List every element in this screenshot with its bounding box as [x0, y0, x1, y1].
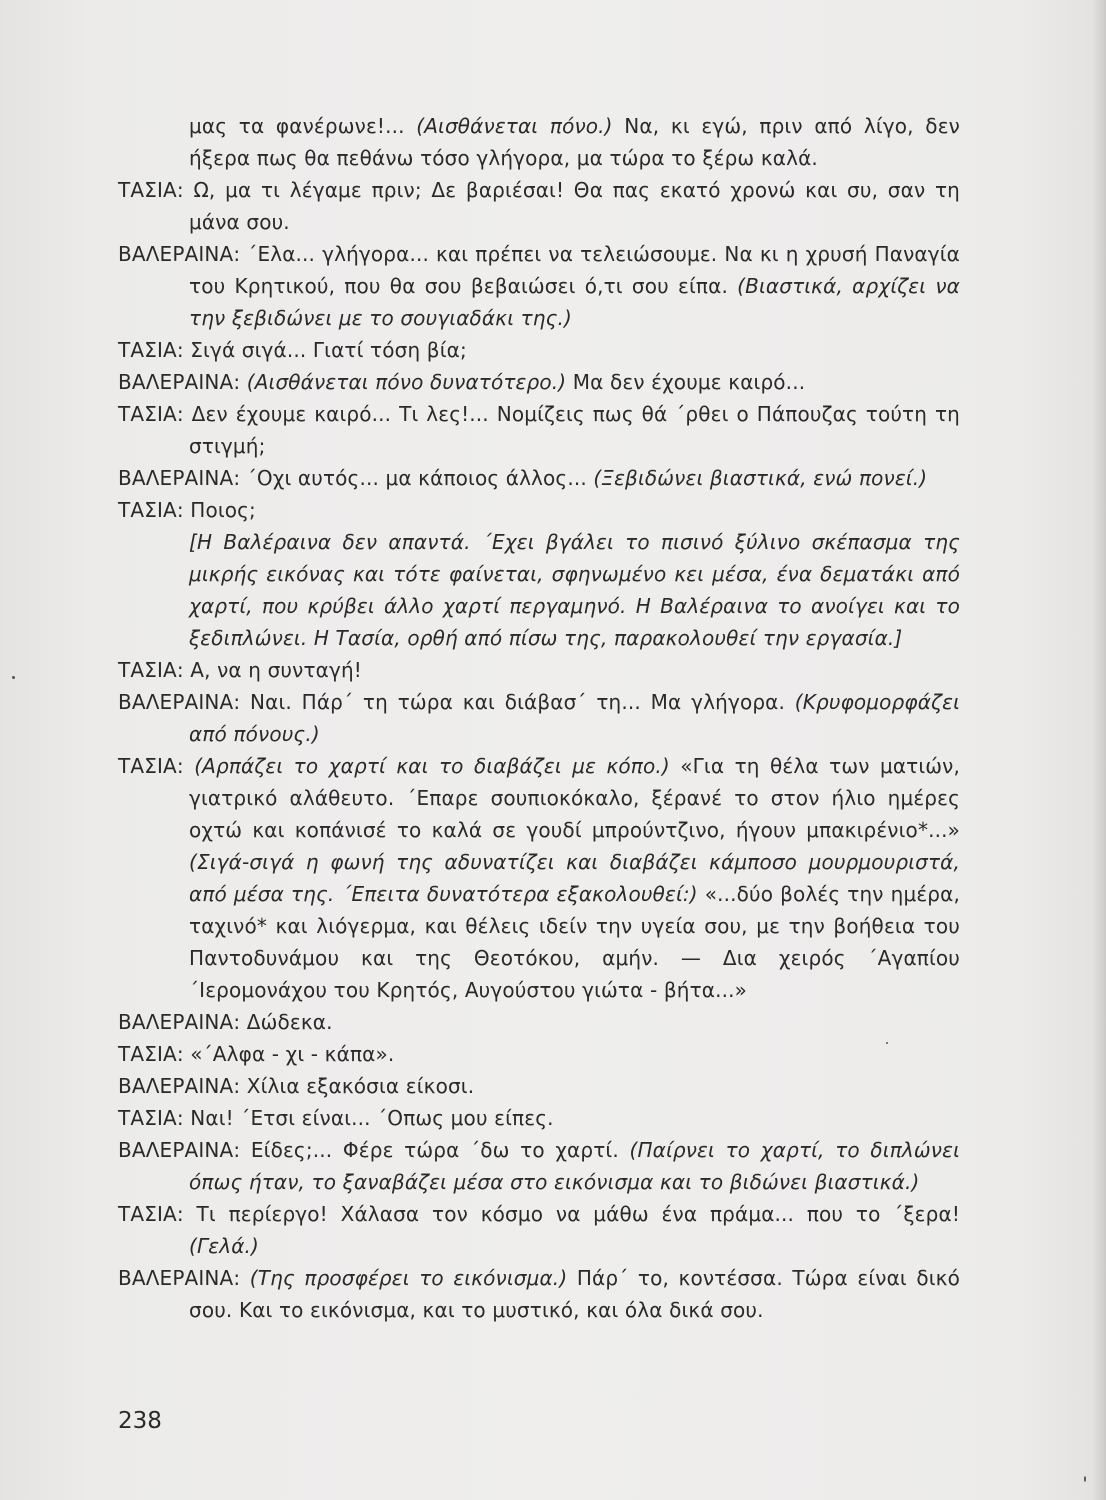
spoken-text: ΤΑΣΙΑ: — [118, 754, 195, 778]
spoken-text: Μα δεν έχουμε καιρό... — [566, 370, 806, 394]
stage-note: (Κρυφομορφάζει από πόνους.) — [189, 690, 960, 746]
stage-note: (Βιαστικά, αρχίζει να την ξεβιδώνει με το σουγιαδάκι της.) — [189, 274, 961, 330]
dialogue-line — [118, 398, 960, 462]
dialogue-line — [118, 494, 960, 526]
dialogue-line — [118, 462, 960, 494]
scan-speck — [12, 676, 15, 679]
spoken-text: ΒΑΛΕΡΑΙΝΑ: ΄Οχι αυτός... μα κάποιος άλλος... — [118, 466, 594, 490]
spoken-text: ΒΑΛΕΡΑΙΝΑ: — [118, 370, 247, 394]
dialogue-line — [118, 1070, 960, 1102]
dialogue-line — [118, 238, 960, 334]
spoken-text: ΒΑΛΕΡΑΙΝΑ: ΄Ελα... γλήγορα... και πρέπει να τελειώσουμε. Να κι η χρυσή Παναγία του Κρητικού, που θα σου βεβαιώσει ό,τι σου είπα. — [118, 242, 960, 298]
stage-note: (Αρπάζει το χαρτί και το διαβάζει με κόπο.) — [194, 754, 670, 778]
stage-note: (Παίρνει το χαρτί, το διπλώνει όπως ήταν, το ξαναβάζει μέσα στο εικόνισμα και το βιδώνει βιαστικά.) — [189, 1138, 960, 1194]
page-gutter-shadow — [1092, 0, 1106, 1500]
dialogue-line — [118, 1038, 960, 1070]
spoken-text: μας τα φανέρωνε!... — [189, 114, 417, 138]
stage-note: (Γελά.) — [189, 1234, 259, 1258]
stage-direction — [118, 526, 960, 654]
stage-note: [Η Βαλέραινα δεν απαντά. ΄Εχει βγάλει το πισινό ξύλινο σκέπασμα της μικρής εικόνας και τότε φαίνεται, σφηνωμένο κει μέσα, ένα δεματάκι από χαρτί, που κρύβει άλλο χαρτί περγαμηνό. Η Βαλέραινα το ανοίγει και το ξεδιπλώνει. Η Τασία, ορθή από πίσω της, παρακολουθεί την εργασία.] — [189, 530, 960, 650]
spoken-text: ΤΑΣΙΑ: Ποιος; — [118, 498, 256, 522]
dialogue-line — [118, 1102, 960, 1134]
dialogue-line — [118, 654, 960, 686]
dialogue-line — [118, 1198, 960, 1262]
spoken-text: ΒΑΛΕΡΑΙΝΑ: — [118, 1266, 250, 1290]
dialogue-line — [118, 686, 960, 750]
dialogue-line — [118, 174, 960, 238]
spoken-text: Πάρ΄ το, κοντέσσα. Τώρα είναι δικό σου. Και το εικόνισμα, και το μυστικό, και όλα δικά σου. — [189, 1266, 960, 1322]
dialogue-line — [118, 1134, 960, 1198]
scan-speck — [1084, 1476, 1086, 1482]
spoken-text: Να, κι εγώ, πριν από λίγο, δεν ήξερα πως θα πεθάνω τόσο γλήγορα, μα τώρα το ξέρω καλά. — [189, 114, 960, 170]
spoken-text: ΒΑΛΕΡΑΙΝΑ: Ναι. Πάρ΄ τη τώρα και διάβασ΄ τη... Μα γλήγορα. — [118, 690, 795, 714]
spoken-text: ΤΑΣΙΑ: Ω, μα τι λέγαμε πριν; Δε βαριέσαι! Θα πας εκατό χρονώ και συ, σαν τη μάνα σου. — [118, 178, 960, 234]
spoken-text: ΒΑΛΕΡΑΙΝΑ: Χίλια εξακόσια είκοσι. — [118, 1074, 475, 1098]
stage-note: (Ξεβιδώνει βιαστικά, ενώ πονεί.) — [593, 466, 928, 490]
stage-note: (Αισθάνεται πόνο δυνατότερο.) — [246, 370, 567, 394]
spoken-text: «Για τη θέλα των ματιών, γιατρικό αλάθευτο. ΄Επαρε σουπιοκόκαλο, ξέρανέ το στον ήλιο ημέρες οχτώ και κοπάνισέ το καλά σε γουδί μπρούντζινο, ήγουν μπακιρένιο*...» — [189, 754, 961, 842]
dialogue-line — [118, 750, 960, 1006]
spoken-text: «...δύο βολές την ημέρα, ταχινό* και λιόγερμα, και θέλεις ιδείν την υγεία σου, με την βοήθεια του Παντοδυνάμου και της Θεοτόκου, αμήν. — Δια χειρός ΄Αγαπίου ΄Ιερομονάχου του Κρητός, Αυγούστου γιώτα - βήτα...» — [189, 882, 960, 1002]
continued-speech — [118, 110, 960, 174]
dialogue-line — [118, 366, 960, 398]
spoken-text: ΤΑΣΙΑ: Σιγά σιγά... Γιατί τόση βία; — [118, 338, 467, 362]
spoken-text: ΒΑΛΕΡΑΙΝΑ: Είδες;... Φέρε τώρα ΄δω το χαρτί. — [118, 1138, 630, 1162]
page-number: 238 — [118, 1408, 162, 1434]
stage-note: (Αισθάνεται πόνο.) — [416, 114, 613, 138]
play-text — [118, 110, 960, 1326]
spoken-text: ΤΑΣΙΑ: Τι περίεργο! Χάλασα τον κόσμο να μάθω ένα πράμα... που το ΄ξερα! — [118, 1202, 960, 1226]
stage-note: (Σιγά-σιγά η φωνή της αδυνατίζει και διαβάζει κάμποσο μουρμουριστά, από μέσα της. ΄Επειτα δυνατότερα εξακολουθεί:) — [189, 850, 960, 906]
spoken-text: ΤΑΣΙΑ: Α, να η συνταγή! — [118, 658, 362, 682]
spoken-text: ΤΑΣΙΑ: «΄Αλφα - χι - κάπα». — [118, 1042, 395, 1066]
stage-note: (Της προσφέρει το εικόνισμα.) — [249, 1266, 568, 1290]
dialogue-line — [118, 1262, 960, 1326]
spoken-text: ΒΑΛΕΡΑΙΝΑ: Δώδεκα. — [118, 1010, 333, 1034]
dialogue-line — [118, 1006, 960, 1038]
scan-speck — [886, 1042, 888, 1044]
spoken-text: ΤΑΣΙΑ: Δεν έχουμε καιρό... Τι λες!... Νομίζεις πως θά ΄ρθει ο Πάπουζας τούτη τη στιγμή; — [118, 402, 960, 458]
spoken-text: ΤΑΣΙΑ: Ναι! ΄Ετσι είναι... ΄Οπως μου είπες. — [118, 1106, 554, 1130]
dialogue-line — [118, 334, 960, 366]
